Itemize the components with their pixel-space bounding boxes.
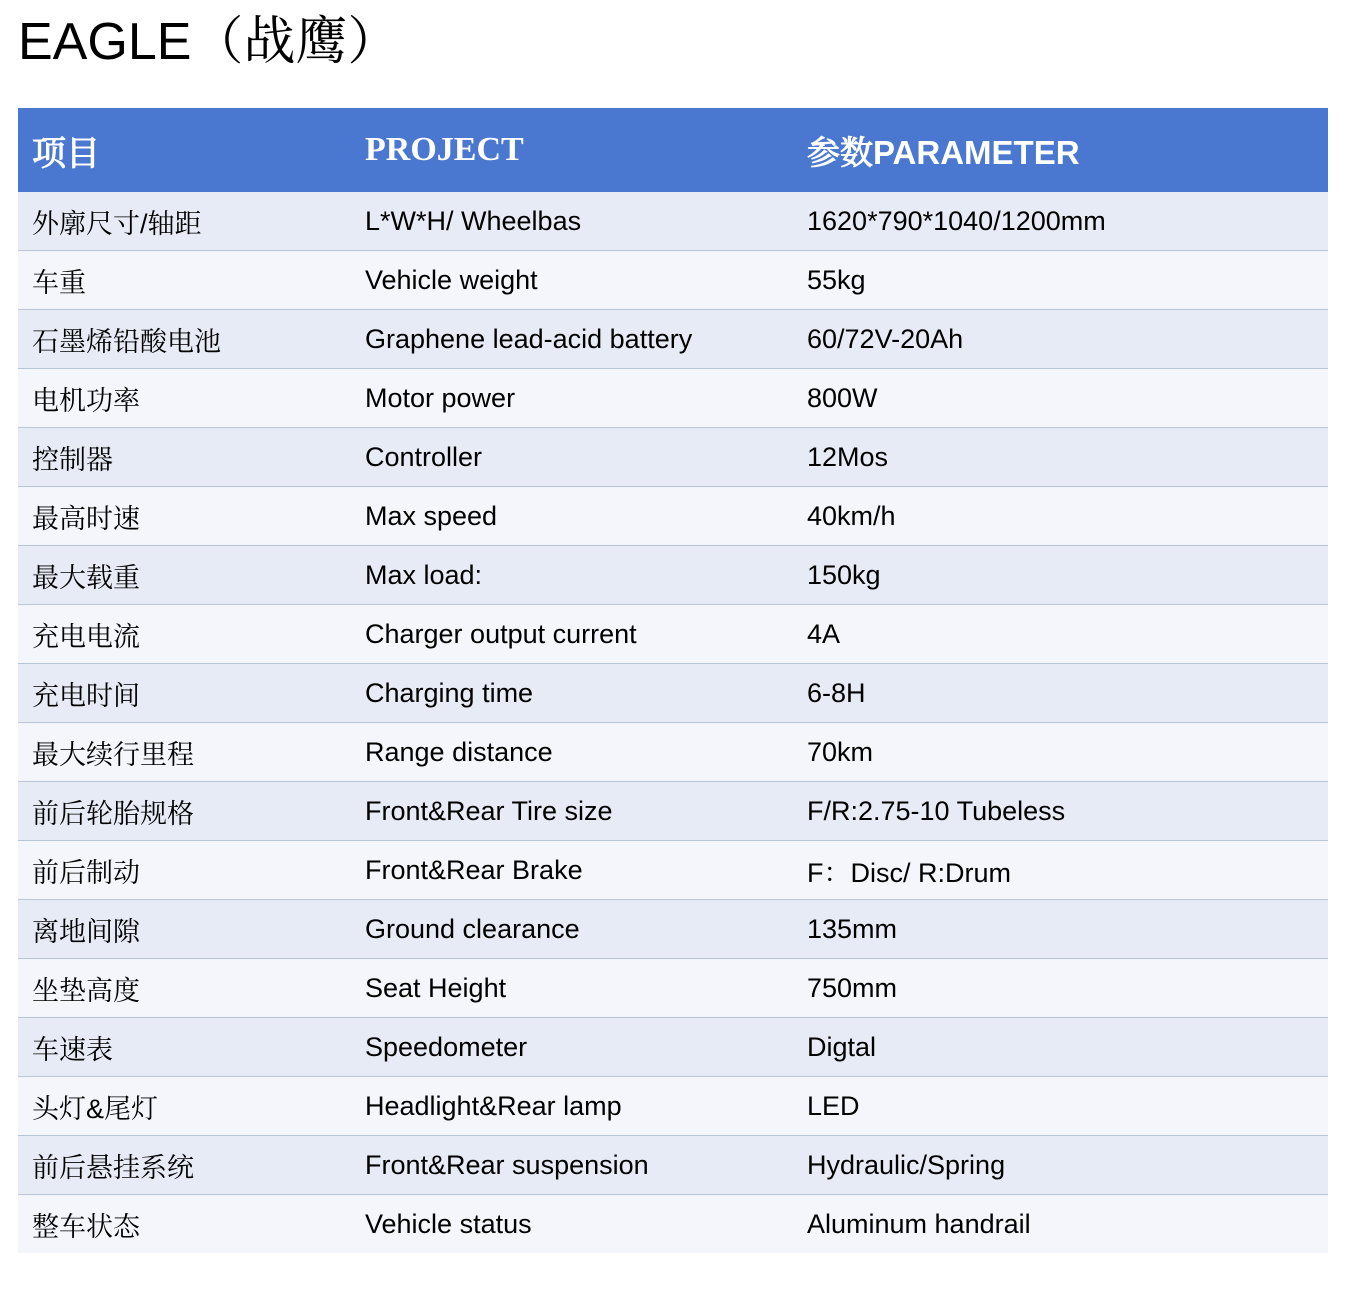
row-label-en: Seat Height [351,959,793,1018]
row-value: 55kg [793,251,1328,310]
table-row [18,1136,1328,1195]
row-label-en: Front&Rear Tire size [351,782,793,841]
table-row [18,664,1328,723]
row-label-cn: 离地间隙 [18,900,351,959]
row-label-en: Vehicle status [351,1195,793,1254]
row-label-cn: 控制器 [18,428,351,487]
row-label-en: Charging time [351,664,793,723]
table-row [18,369,1328,428]
row-value: Digtal [793,1018,1328,1077]
table-header-row [18,108,1328,192]
table-row [18,1077,1328,1136]
column-header-item-cn: 项目 [18,108,351,192]
table-row [18,782,1328,841]
row-label-en: Max load: [351,546,793,605]
table-row [18,428,1328,487]
row-label-en: Headlight&Rear lamp [351,1077,793,1136]
row-value: 150kg [793,546,1328,605]
row-value: F/R:2.75-10 Tubeless [793,782,1328,841]
row-label-en: L*W*H/ Wheelbas [351,192,793,251]
row-value: LED [793,1077,1328,1136]
row-value: 60/72V-20Ah [793,310,1328,369]
row-label-cn: 外廓尺寸/轴距 [18,192,351,251]
table-row [18,959,1328,1018]
table-row [18,1195,1328,1254]
row-label-en: Range distance [351,723,793,782]
row-value: 70km [793,723,1328,782]
table-row [18,310,1328,369]
row-label-en: Controller [351,428,793,487]
table-row [18,251,1328,310]
column-header-project: PROJECT [351,108,793,192]
row-label-cn: 前后制动 [18,841,351,900]
table-row [18,900,1328,959]
row-label-en: Ground clearance [351,900,793,959]
row-value: 800W [793,369,1328,428]
row-label-en: Front&Rear Brake [351,841,793,900]
row-label-cn: 头灯&尾灯 [18,1077,351,1136]
row-label-cn: 最大续行里程 [18,723,351,782]
row-label-cn: 车重 [18,251,351,310]
table-row [18,487,1328,546]
row-label-en: Max speed [351,487,793,546]
row-label-cn: 充电时间 [18,664,351,723]
column-header-parameter: 参数PARAMETER [793,108,1328,192]
row-label-cn: 电机功率 [18,369,351,428]
row-value: 750mm [793,959,1328,1018]
row-label-cn: 充电电流 [18,605,351,664]
row-label-cn: 前后悬挂系统 [18,1136,351,1195]
row-label-cn: 整车状态 [18,1195,351,1254]
table-header [18,108,1328,192]
row-label-cn: 坐垫高度 [18,959,351,1018]
row-value: 1620*790*1040/1200mm [793,192,1328,251]
row-value: F：Disc/ R:Drum [793,841,1328,900]
row-label-en: Charger output current [351,605,793,664]
page-title: EAGLE（战鹰） [18,13,400,71]
row-label-en: Vehicle weight [351,251,793,310]
table-body [18,192,1328,1253]
row-value: 135mm [793,900,1328,959]
table-row [18,841,1328,900]
specifications-table [18,108,1328,1253]
row-value: 40km/h [793,487,1328,546]
table-row [18,723,1328,782]
row-label-cn: 最高时速 [18,487,351,546]
row-value: Aluminum handrail [793,1195,1328,1254]
row-label-en: Front&Rear suspension [351,1136,793,1195]
row-label-en: Speedometer [351,1018,793,1077]
row-label-cn: 最大载重 [18,546,351,605]
row-value: Hydraulic/Spring [793,1136,1328,1195]
row-label-en: Graphene lead-acid battery [351,310,793,369]
table-row [18,546,1328,605]
row-label-cn: 车速表 [18,1018,351,1077]
row-value: 6-8H [793,664,1328,723]
row-value: 4A [793,605,1328,664]
row-label-en: Motor power [351,369,793,428]
table-row [18,1018,1328,1077]
row-value: 12Mos [793,428,1328,487]
row-label-cn: 石墨烯铅酸电池 [18,310,351,369]
row-label-cn: 前后轮胎规格 [18,782,351,841]
table-row [18,192,1328,251]
table-row [18,605,1328,664]
